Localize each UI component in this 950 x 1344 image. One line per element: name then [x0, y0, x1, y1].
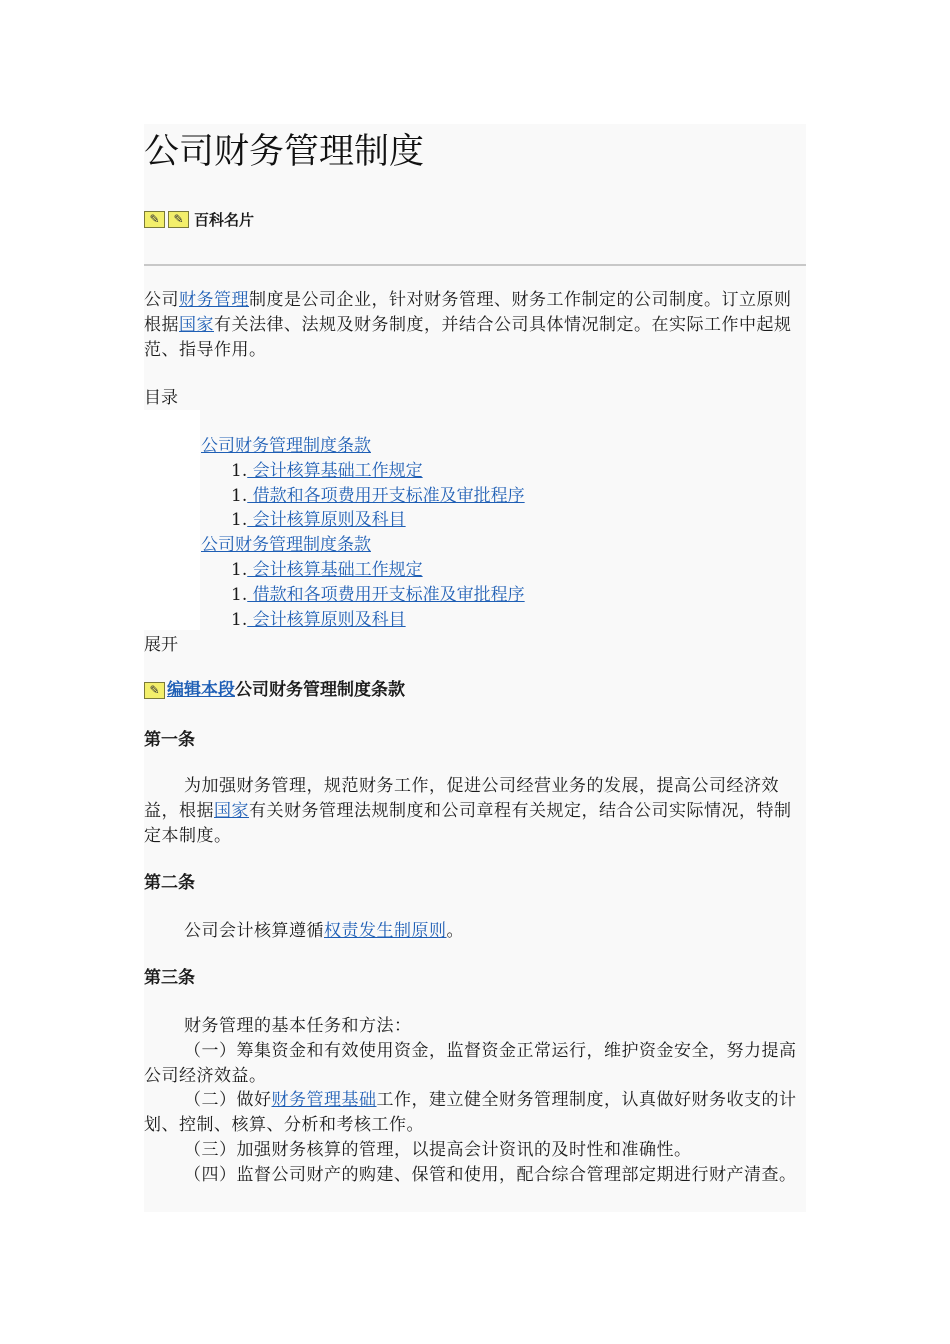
toc-item[interactable]: 1. 会计核算原则及科目 [231, 510, 406, 530]
toc-item[interactable]: 1. 借款和各项费用开支标准及审批程序 [231, 486, 525, 506]
toc-item[interactable]: 1. 会计核算基础工作规定 [231, 461, 423, 481]
article-3-item-4: （四）监督公司财产的购建、保管和使用，配合综合管理部定期进行财产清查。 [184, 1165, 797, 1185]
page-title: 公司财务管理制度 [144, 132, 425, 172]
card-label: 百科名片 [194, 210, 255, 229]
divider [144, 264, 806, 266]
link-country[interactable]: 国家 [214, 801, 249, 821]
document-page [144, 124, 806, 1212]
intro-text: 公司 [144, 290, 179, 310]
article-3-item-1: （一）筹集资金和有效使用资金，监督资金正常运行，维护资金安全，努力提高公司经济效益。 [144, 1041, 797, 1086]
edit-icon[interactable]: ✎ [168, 211, 189, 228]
edit-icon[interactable]: ✎ [144, 211, 165, 228]
article-3-heading: 第三条 [144, 968, 195, 988]
toc-item[interactable]: 1. 会计核算原则及科目 [231, 610, 406, 630]
toc-group-title[interactable]: 公司财务管理制度条款 [201, 535, 371, 555]
toc-expand-toggle[interactable]: 展开 [144, 635, 178, 655]
article-3-item-3: （三）加强财务核算的管理，以提高会计资讯的及时性和准确性。 [184, 1140, 692, 1160]
section-heading [144, 678, 405, 703]
toc-box [144, 410, 200, 630]
toc-label: 目录 [144, 388, 178, 408]
intro-text: 制度是公司企业，针对财务管理、财务工作制定的公司制度。订立原则根据 [144, 290, 792, 335]
link-financial-management[interactable]: 财务管理 [179, 290, 249, 310]
article-2-text: 公司会计核算遵循权责发生制原则。 [184, 921, 464, 941]
intro-paragraph [144, 288, 806, 363]
article-1-text: 为加强财务管理，规范财务工作，促进公司经营业务的发展，提高公司经济效益，根据国家有关财务管理法规制度和公司章程有关规定，结合公司实际情况，特制定本制度。 [144, 776, 792, 846]
edit-section-link[interactable]: 编辑本段 [167, 680, 235, 700]
edit-icon[interactable]: ✎ [144, 682, 165, 699]
intro-text: 有关法律、法规及财务制度，并结合公司具体情况制定。在实际工作中起规范、指导作用。 [144, 315, 792, 360]
article-3-item-2: （二）做好财务管理基础工作，建立健全财务管理制度，认真做好财务收支的计划、控制、核算、分析和考核工作。 [144, 1090, 797, 1135]
toc-item[interactable]: 1. 会计核算基础工作规定 [231, 560, 423, 580]
article-1-heading: 第一条 [144, 730, 195, 750]
link-country[interactable]: 国家 [179, 315, 214, 335]
toc-group-title[interactable]: 公司财务管理制度条款 [201, 436, 371, 456]
section-title: 公司财务管理制度条款 [235, 680, 405, 700]
link-financial-management-basics[interactable]: 财务管理基础 [271, 1090, 377, 1110]
article-3-intro: 财务管理的基本任务和方法： [184, 1016, 412, 1036]
toc-item[interactable]: 1. 借款和各项费用开支标准及审批程序 [231, 585, 525, 605]
link-accrual-principle[interactable]: 权责发生制原则 [324, 921, 447, 941]
encyclopedia-card-header [144, 209, 254, 229]
article-2-heading: 第二条 [144, 873, 195, 893]
